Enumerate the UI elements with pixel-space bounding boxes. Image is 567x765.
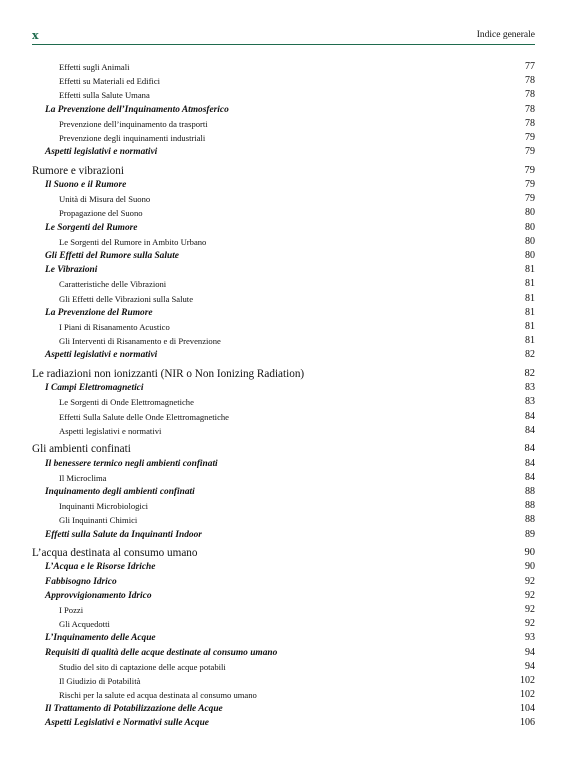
toc-entry-title: Gli Interventi di Risanamento e di Prevenzione: [59, 336, 221, 347]
toc-entry-page: 84: [525, 424, 535, 436]
toc-entry-title: Le Vibrazioni: [45, 265, 98, 276]
toc-entry-page: 92: [525, 618, 535, 630]
toc-entry-page: 89: [525, 528, 535, 540]
toc-entry-page: 80: [525, 221, 535, 233]
toc-entry-title: Effetti sulla Salute Umana: [59, 90, 150, 101]
toc-entry-page: 79: [525, 193, 535, 205]
running-header-title: Indice generale: [476, 30, 535, 40]
toc-subsection[interactable]: [32, 513, 535, 527]
toc-entry-page: 102: [520, 689, 535, 701]
toc-entry-page: 104: [520, 703, 535, 715]
toc-entry-page: 80: [525, 207, 535, 219]
toc-subsection[interactable]: [32, 660, 535, 674]
toc-entry-page: 81: [525, 278, 535, 290]
toc-entry-title: Le Sorgenti di Onde Elettromagnetiche: [59, 397, 194, 408]
toc-subsection[interactable]: [32, 334, 535, 348]
toc-entry-title: Il Microclima: [59, 472, 107, 483]
toc-entry-page: 82: [525, 349, 535, 361]
toc-entry-page: 81: [525, 264, 535, 276]
toc-entry-title: Gli Effetti del Rumore sulla Salute: [45, 250, 179, 261]
toc-section[interactable]: [32, 631, 535, 645]
toc-section[interactable]: [32, 589, 535, 603]
toc-entry-title: Effetti su Materiali ed Edifici: [59, 76, 161, 87]
toc-entry-title: Aspetti legislativi e normativi: [59, 425, 162, 436]
toc-entry-title: Inquinanti Microbiologici: [59, 501, 149, 512]
toc-section[interactable]: [32, 560, 535, 574]
toc-subsection[interactable]: [32, 499, 535, 513]
toc-entry-title: Unità di Misura del Suono: [59, 194, 151, 205]
toc-entry-title: I Pozzi: [59, 604, 84, 615]
toc-subsection[interactable]: [32, 410, 535, 424]
toc-section[interactable]: [32, 263, 535, 277]
toc-entry-page: 81: [525, 335, 535, 347]
toc-subsection[interactable]: [32, 320, 535, 334]
toc-entry-page: 82: [524, 367, 535, 379]
toc-entry-page: 84: [525, 410, 535, 422]
toc-subsection[interactable]: [32, 131, 535, 145]
toc-subsection[interactable]: [32, 603, 535, 617]
toc-entry-title: La Prevenzione del Rumore: [45, 307, 153, 318]
toc-entry-title: Studio del sito di captazione delle acque potabili: [59, 661, 226, 672]
toc-section[interactable]: [32, 528, 535, 542]
toc-section[interactable]: [32, 249, 535, 263]
toc-entry-page: 92: [525, 589, 535, 601]
toc-entry-title: Gli ambienti confinati: [32, 443, 131, 456]
toc-entry-page: 78: [525, 89, 535, 101]
toc-entry-page: 81: [525, 320, 535, 332]
toc-entry-title: Prevenzione dell’inquinamento da trasporti: [59, 118, 208, 129]
toc-chapter[interactable]: [32, 546, 535, 560]
toc-subsection[interactable]: [32, 277, 535, 291]
toc-entry-title: Aspetti Legislativi e Normativi sulle Acque: [45, 718, 209, 729]
toc-entry-title: L’Acqua e le Risorse Idriche: [45, 562, 156, 573]
toc-subsection[interactable]: [32, 60, 535, 74]
toc-entry-page: 102: [520, 674, 535, 686]
toc-entry-page: 83: [525, 382, 535, 394]
toc-chapter[interactable]: [32, 164, 535, 178]
toc-entry-title: La Prevenzione dell’Inquinamento Atmosferico: [45, 104, 229, 115]
toc-entry-title: Effetti sugli Animali: [59, 62, 130, 72]
toc-subsection[interactable]: [32, 617, 535, 631]
toc-entry-page: 81: [525, 306, 535, 318]
toc-section[interactable]: [32, 306, 535, 320]
page-header: [32, 30, 535, 44]
toc-entry-page: 78: [525, 75, 535, 87]
toc-entry-page: 94: [525, 646, 535, 658]
toc-entry-title: Le Sorgenti del Rumore in Ambito Urbano: [59, 236, 207, 247]
toc-entry-title: Le radiazioni non ionizzanti (NIR o Non Ionizing Radiation): [32, 367, 305, 380]
toc-subsection[interactable]: [32, 424, 535, 438]
toc-section[interactable]: [32, 381, 535, 395]
toc-entry-title: Gli Effetti delle Vibrazioni sulla Salute: [59, 293, 194, 304]
toc-entry-title: Il benessere termico negli ambienti confinati: [45, 458, 218, 469]
toc-entry-page: 106: [520, 717, 535, 729]
toc-entry-title: Inquinamento degli ambienti confinati: [45, 486, 195, 497]
toc-entry-page: 84: [525, 471, 535, 483]
toc-subsection[interactable]: [32, 88, 535, 102]
toc-entry-title: I Piani di Risanamento Acustico: [59, 321, 170, 332]
toc-subsection[interactable]: [32, 74, 535, 88]
table-of-contents: [32, 60, 535, 731]
toc-entry-page: 80: [525, 235, 535, 247]
toc-subsection[interactable]: [32, 206, 535, 220]
toc-entry-title: Rumore e vibrazioni: [32, 164, 124, 177]
toc-entry-page: 88: [525, 485, 535, 497]
toc-entry-page: 93: [525, 632, 535, 644]
toc-entry-title: L’acqua destinata al consumo umano: [32, 547, 198, 560]
toc-section[interactable]: [32, 145, 535, 159]
toc-chapter[interactable]: [32, 442, 535, 456]
toc-entry-page: 94: [525, 660, 535, 672]
toc-entry-page: 79: [525, 179, 535, 190]
toc-entry-title: Caratteristiche delle Vibrazioni: [59, 279, 167, 290]
toc-chapter[interactable]: [32, 367, 535, 381]
toc-section[interactable]: [32, 646, 535, 660]
page-number: x: [32, 29, 39, 42]
toc-entry-title: Il Suono e il Rumore: [45, 180, 127, 190]
toc-subsection[interactable]: [32, 235, 535, 249]
toc-subsection[interactable]: [32, 117, 535, 131]
toc-entry-page: 79: [525, 131, 535, 143]
toc-subsection[interactable]: [32, 192, 535, 206]
toc-entry-page: 77: [525, 61, 535, 72]
toc-entry-page: 83: [525, 396, 535, 408]
toc-entry-title: Gli Acquedotti: [59, 619, 110, 630]
toc-entry-page: 92: [525, 603, 535, 615]
toc-entry-title: Effetti Sulla Salute delle Onde Elettromagnetiche: [59, 411, 229, 422]
toc-entry-page: 78: [525, 117, 535, 129]
toc-entry-page: 90: [524, 547, 535, 559]
toc-section[interactable]: [32, 348, 535, 362]
toc-entry-page: 84: [525, 457, 535, 469]
toc-section[interactable]: [32, 702, 535, 716]
toc-section[interactable]: [32, 103, 535, 117]
toc-entry-page: 88: [525, 500, 535, 512]
toc-section[interactable]: [32, 485, 535, 499]
toc-entry-title: Prevenzione degli inquinamenti industriali: [59, 132, 206, 143]
toc-entry-page: 90: [525, 561, 535, 573]
toc-subsection[interactable]: [32, 471, 535, 485]
toc-entry-title: Rischi per la salute ed acqua destinata al consumo umano: [59, 690, 257, 701]
toc-entry-page: 80: [525, 249, 535, 261]
toc-entry-page: 79: [525, 146, 535, 158]
toc-entry-title: Le Sorgenti del Rumore: [45, 222, 138, 233]
toc-section[interactable]: [32, 221, 535, 235]
toc-entry-title: Aspetti legislativi e normativi: [45, 350, 158, 361]
toc-entry-title: Approvvigionamento Idrico: [45, 590, 152, 601]
toc-entry-title: L’Inquinamento delle Acque: [45, 633, 156, 644]
toc-entry-title: Effetti sulla Salute da Inquinanti Indoor: [45, 529, 202, 540]
toc-section[interactable]: [32, 457, 535, 471]
toc-entry-page: 84: [524, 443, 535, 455]
toc-entry-title: Propagazione del Suono: [59, 208, 143, 219]
toc-section[interactable]: [32, 716, 535, 730]
toc-entry-title: I Campi Elettromagnetici: [45, 383, 144, 394]
toc-entry-title: Il Giudizio di Potabilità: [59, 675, 141, 686]
toc-subsection[interactable]: [32, 395, 535, 409]
toc-entry-page: 81: [525, 292, 535, 304]
toc-section[interactable]: [32, 178, 535, 192]
toc-subsection[interactable]: [32, 688, 535, 702]
toc-entry-title: Gli Inquinanti Chimici: [59, 515, 138, 526]
toc-entry-page: 92: [525, 575, 535, 587]
toc-entry-page: 88: [525, 514, 535, 526]
toc-subsection[interactable]: [32, 292, 535, 306]
toc-entry-title: Aspetti legislativi e normativi: [45, 147, 158, 158]
toc-section[interactable]: [32, 575, 535, 589]
toc-entry-title: Fabbisogno Idrico: [45, 576, 117, 587]
toc-entry-title: Il Trattamento di Potabilizzazione delle Acque: [45, 704, 223, 715]
toc-subsection[interactable]: [32, 674, 535, 688]
toc-entry-page: 78: [525, 103, 535, 115]
toc-entry-page: 79: [524, 164, 535, 176]
header-rule: [32, 44, 535, 45]
toc-entry-title: Requisiti di qualità delle acque destinate al consumo umano: [45, 647, 278, 658]
